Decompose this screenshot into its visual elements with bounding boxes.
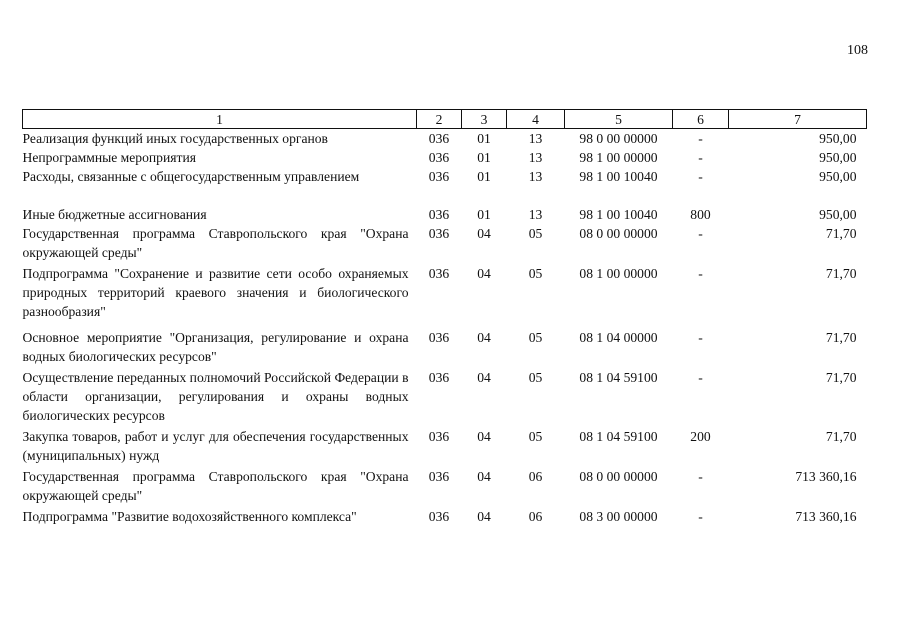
row-col-5: 98 0 00 00000 xyxy=(579,131,658,146)
row-col-4: 13 xyxy=(528,169,543,184)
column-header-1: 1 xyxy=(23,110,417,129)
row-col-3: 01 xyxy=(477,131,491,146)
row-col-5: 08 1 04 59100 xyxy=(579,429,658,444)
column-header-2: 2 xyxy=(417,110,462,129)
table-row xyxy=(23,368,867,427)
column-header-5: 5 xyxy=(565,110,673,129)
row-col-3: 04 xyxy=(477,509,491,524)
table-row xyxy=(23,264,867,328)
row-col-5: 08 1 04 59100 xyxy=(579,370,658,385)
row-amount: 71,70 xyxy=(825,330,857,345)
row-col-2: 036 xyxy=(428,150,450,165)
row-col-4: 13 xyxy=(528,150,543,165)
row-col-2: 036 xyxy=(428,469,450,484)
row-col-5: 98 1 00 10040 xyxy=(579,169,658,184)
row-col-5: 08 3 00 00000 xyxy=(579,509,658,524)
row-col-2: 036 xyxy=(428,226,450,241)
row-col-3: 04 xyxy=(477,370,491,385)
budget-table xyxy=(22,109,867,526)
row-col-6: - xyxy=(698,226,703,241)
row-col-4: 05 xyxy=(528,370,543,385)
row-col-4: 05 xyxy=(528,266,543,281)
table-row xyxy=(23,507,867,526)
table-row xyxy=(23,148,867,167)
row-col-2: 036 xyxy=(428,509,450,524)
row-col-6: - xyxy=(698,469,703,484)
row-col-5: 98 1 00 00000 xyxy=(579,150,658,165)
row-col-3: 04 xyxy=(477,330,491,345)
row-col-4: 05 xyxy=(528,330,543,345)
row-name: Непрограммные мероприятия xyxy=(22,150,196,165)
row-col-3: 04 xyxy=(477,469,491,484)
row-col-4: 06 xyxy=(528,509,543,524)
row-col-2: 036 xyxy=(428,131,450,146)
row-col-3: 01 xyxy=(477,150,491,165)
row-amount: 950,00 xyxy=(819,131,857,146)
table-row xyxy=(23,224,867,264)
table-row xyxy=(23,427,867,467)
row-name: Осуществление переданных полномочий Российской Федерации в области организации, регулирования и охраны водных биологических ресурсов xyxy=(22,370,409,423)
row-col-2: 036 xyxy=(428,266,450,281)
row-col-6: - xyxy=(698,266,703,281)
table-row xyxy=(23,186,867,224)
row-col-5: 98 1 00 10040 xyxy=(579,207,658,222)
row-col-3: 04 xyxy=(477,266,491,281)
row-name: Основное мероприятие "Организация, регулирование и охрана водных биологических ресурсов" xyxy=(22,330,409,364)
row-col-2: 036 xyxy=(428,370,450,385)
row-col-4: 13 xyxy=(528,131,543,146)
row-col-6: - xyxy=(698,330,703,345)
row-name: Подпрограмма "Сохранение и развитие сети особо охраняемых природных территорий краевого значения и биологического разнообразия" xyxy=(22,266,409,319)
row-col-5: 08 1 04 00000 xyxy=(579,330,658,345)
row-col-4: 05 xyxy=(528,429,543,444)
row-amount: 713 360,16 xyxy=(795,509,857,524)
row-col-6: 200 xyxy=(690,429,711,444)
row-amount: 713 360,16 xyxy=(795,469,857,484)
row-amount: 71,70 xyxy=(825,226,857,241)
row-col-6: - xyxy=(698,370,703,385)
row-col-5: 08 1 00 00000 xyxy=(579,266,658,281)
row-amount: 71,70 xyxy=(825,370,857,385)
row-name: Закупка товаров, работ и услуг для обеспечения государственных (муниципальных) нужд xyxy=(22,429,409,463)
table-row xyxy=(23,467,867,507)
row-amount: 71,70 xyxy=(825,429,857,444)
row-name: Государственная программа Ставропольского края "Охрана окружающей среды" xyxy=(22,469,409,503)
row-col-2: 036 xyxy=(428,207,450,222)
row-col-6: - xyxy=(698,509,703,524)
row-amount: 71,70 xyxy=(825,266,857,281)
row-col-5: 08 0 00 00000 xyxy=(579,226,658,241)
table-row xyxy=(23,167,867,186)
row-name: Иные бюджетные ассигнования xyxy=(22,207,207,222)
row-col-6: - xyxy=(698,131,703,146)
row-col-6: - xyxy=(698,150,703,165)
row-col-3: 01 xyxy=(477,207,491,222)
column-header-7: 7 xyxy=(729,110,867,129)
row-col-3: 04 xyxy=(477,429,491,444)
row-name: Подпрограмма "Развитие водохозяйственного комплекса" xyxy=(22,509,357,524)
row-col-6: - xyxy=(698,169,703,184)
row-col-4: 05 xyxy=(528,226,543,241)
column-header-6: 6 xyxy=(673,110,729,129)
page-number: 108 xyxy=(847,43,868,58)
row-col-2: 036 xyxy=(428,429,450,444)
table-row xyxy=(23,328,867,368)
row-amount: 950,00 xyxy=(819,150,857,165)
row-amount: 950,00 xyxy=(819,207,857,222)
row-col-4: 13 xyxy=(528,207,543,222)
row-col-5: 08 0 00 00000 xyxy=(579,469,658,484)
row-col-2: 036 xyxy=(428,330,450,345)
row-col-4: 06 xyxy=(528,469,543,484)
row-col-2: 036 xyxy=(428,169,450,184)
table-row xyxy=(23,129,867,149)
row-name: Реализация функций иных государственных органов xyxy=(22,131,328,146)
row-amount: 950,00 xyxy=(819,169,857,184)
row-col-3: 04 xyxy=(477,226,491,241)
row-col-3: 01 xyxy=(477,169,491,184)
row-name: Государственная программа Ставропольского края "Охрана окружающей среды" xyxy=(22,226,409,260)
row-name: Расходы, связанные с общегосударственным управлением xyxy=(22,169,360,184)
row-col-6: 800 xyxy=(690,207,711,222)
column-header-4: 4 xyxy=(507,110,565,129)
table-header-row xyxy=(23,110,867,129)
column-header-3: 3 xyxy=(462,110,507,129)
